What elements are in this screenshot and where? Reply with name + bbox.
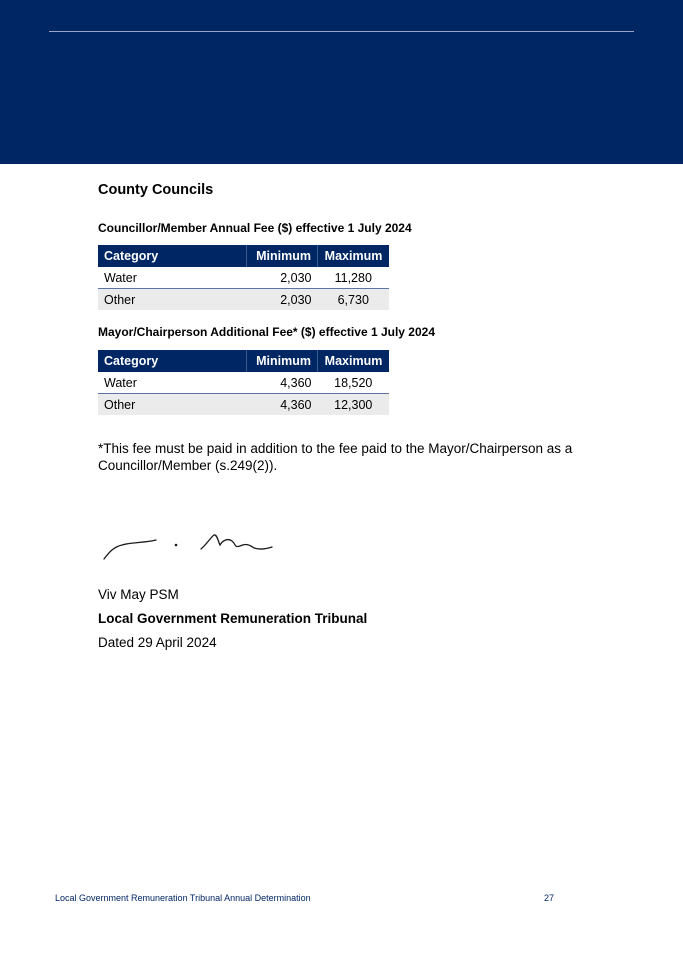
table-caption-mayor-fee: Mayor/Chairperson Additional Fee* ($) effective 1 July 2024 — [98, 325, 435, 339]
minimum-cell: 2,030 — [247, 289, 318, 311]
header-divider — [49, 31, 634, 32]
column-header-category: Category — [98, 245, 247, 267]
column-header-maximum: Maximum — [318, 350, 390, 372]
category-cell: Other — [98, 289, 247, 311]
table-row — [98, 394, 389, 416]
column-header-minimum: Minimum — [247, 245, 318, 267]
signatory-name: Viv May PSM — [98, 587, 179, 602]
table-row — [98, 267, 389, 289]
maximum-cell: 18,520 — [318, 372, 390, 394]
column-header-category: Category — [98, 350, 247, 372]
table-header-row — [98, 350, 389, 372]
table-caption-councillor-fee: Councillor/Member Annual Fee ($) effective 1 July 2024 — [98, 221, 412, 235]
maximum-cell: 12,300 — [318, 394, 390, 416]
mayor-additional-fee-table — [98, 350, 389, 415]
minimum-cell: 4,360 — [247, 372, 318, 394]
header-banner — [0, 0, 683, 164]
maximum-cell: 6,730 — [318, 289, 390, 311]
footer-document-title: Local Government Remuneration Tribunal Annual Determination — [55, 893, 311, 903]
signatory-organisation: Local Government Remuneration Tribunal — [98, 611, 368, 626]
fee-footnote: *This fee must be paid in addition to the fee paid to the Mayor/Chairperson as a Councillor/Member (s.249(2)). — [98, 441, 573, 473]
minimum-cell: 2,030 — [247, 267, 318, 289]
column-header-maximum: Maximum — [318, 245, 390, 267]
section-title: County Councils — [98, 182, 214, 198]
column-header-minimum: Minimum — [247, 350, 318, 372]
page-number: 27 — [544, 893, 555, 903]
category-cell: Other — [98, 394, 247, 416]
table-row — [98, 372, 389, 394]
dated-line: Dated 29 April 2024 — [98, 635, 217, 650]
minimum-cell: 4,360 — [247, 394, 318, 416]
table-row — [98, 289, 389, 311]
category-cell: Water — [98, 372, 247, 394]
category-cell: Water — [98, 267, 247, 289]
maximum-cell: 11,280 — [318, 267, 390, 289]
table-header-row — [98, 245, 389, 267]
councillor-fee-table — [98, 245, 389, 310]
handwritten-signature — [98, 523, 278, 569]
